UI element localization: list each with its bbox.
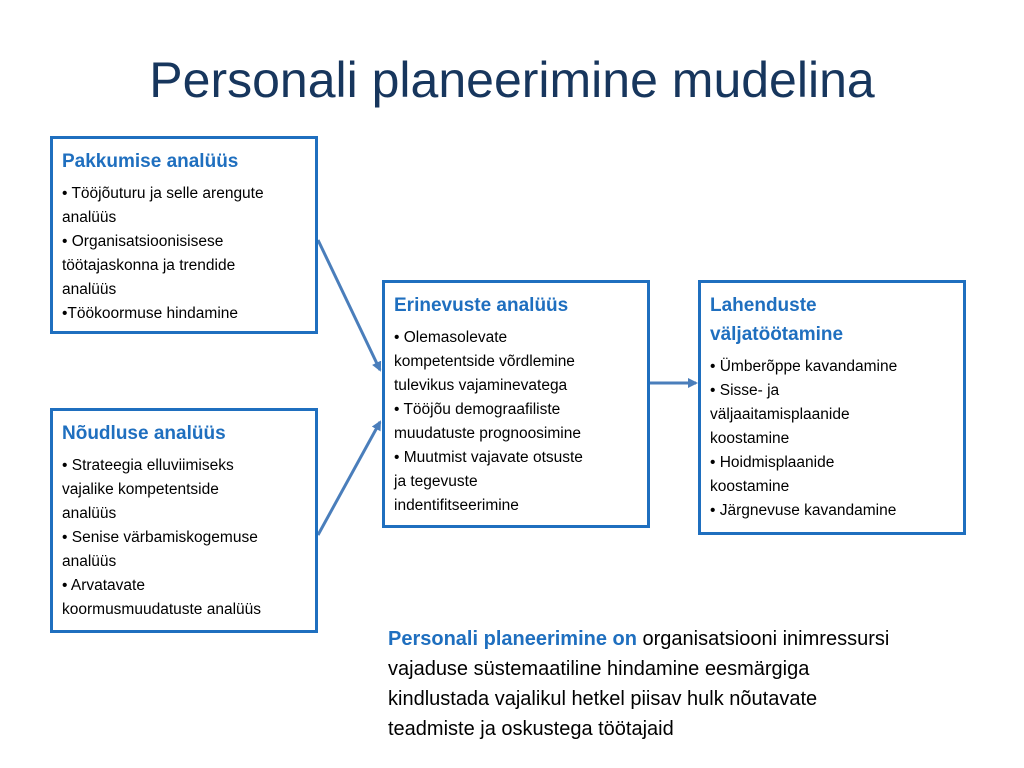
supply-analysis-body (62, 182, 307, 326)
definition-first-line (388, 624, 988, 654)
gap-line: • Muutmist vajavate otsuste (394, 449, 583, 466)
definition-line: kindlustada vajalikul hetkel piisav hulk nõutavate (388, 688, 818, 710)
gap-line: muudatuste prognoosimine (394, 425, 581, 442)
gap-analysis-box (382, 280, 650, 528)
solution-line: • Hoidmisplaanide (710, 454, 835, 471)
gap-line: • Olemasolevate (394, 329, 508, 346)
supply-line: analüüs (62, 281, 117, 298)
demand-line: analüüs (62, 553, 117, 570)
supply-line: • Tööjõuturu ja selle arengute (62, 185, 264, 202)
arrow-demand-to-gap (318, 422, 380, 535)
definition-text (388, 624, 988, 744)
solution-line: koostamine (710, 430, 790, 447)
solution-development-title (710, 291, 955, 349)
solution-development-body (710, 355, 955, 523)
gap-line: tulevikus vajaminevatega (394, 377, 568, 394)
solution-line: • Sisse- ja (710, 382, 780, 399)
definition-lead: Personali planeerimine on (388, 628, 637, 650)
gap-analysis-title: Erinevuste analüüs (394, 295, 569, 316)
solution-line: • Ümberõppe kavandamine (710, 358, 898, 375)
demand-analysis-box (50, 408, 318, 633)
gap-analysis-body (394, 326, 639, 518)
solution-title-line: Lahenduste (710, 295, 817, 316)
solution-title-line: väljatöötamine (710, 324, 844, 345)
solution-line: • Järgnevuse kavandamine (710, 502, 897, 519)
supply-line: • Organisatsioonisisese (62, 233, 224, 250)
supply-line: analüüs (62, 209, 117, 226)
solution-line: väljaaitamisplaanide (710, 406, 850, 423)
arrow-supply-to-gap (318, 240, 380, 370)
solution-line: koostamine (710, 478, 790, 495)
definition-line: teadmiste ja oskustega töötajaid (388, 718, 674, 740)
demand-line: analüüs (62, 505, 117, 522)
gap-line: kompetentside võrdlemine (394, 353, 575, 370)
definition-line: vajaduse süstemaatiline hindamine eesmärgiga (388, 658, 810, 680)
slide-title: Personali planeerimine mudelina (149, 52, 875, 108)
demand-line: • Strateegia elluviimiseks (62, 457, 234, 474)
demand-line: • Arvatavate (62, 577, 145, 594)
demand-line: koormusmuudatuste analüüs (62, 601, 262, 618)
solution-development-box (698, 280, 966, 535)
demand-line: vajalike kompetentside (62, 481, 219, 498)
supply-analysis-box (50, 136, 318, 334)
supply-analysis-title: Pakkumise analüüs (62, 151, 239, 172)
demand-analysis-body (62, 454, 307, 622)
demand-line: • Senise värbamiskogemuse (62, 529, 258, 546)
gap-line: ja tegevuste (394, 473, 478, 490)
definition-first-line-rest: organisatsiooni inimressursi (636, 628, 890, 650)
demand-analysis-title: Nõudluse analüüs (62, 423, 226, 444)
gap-line: • Tööjõu demograafiliste (394, 401, 561, 418)
supply-line: •Töökoormuse hindamine (62, 305, 239, 322)
gap-line: indentifitseerimine (394, 497, 519, 514)
supply-line: töötajaskonna ja trendide (62, 257, 236, 274)
